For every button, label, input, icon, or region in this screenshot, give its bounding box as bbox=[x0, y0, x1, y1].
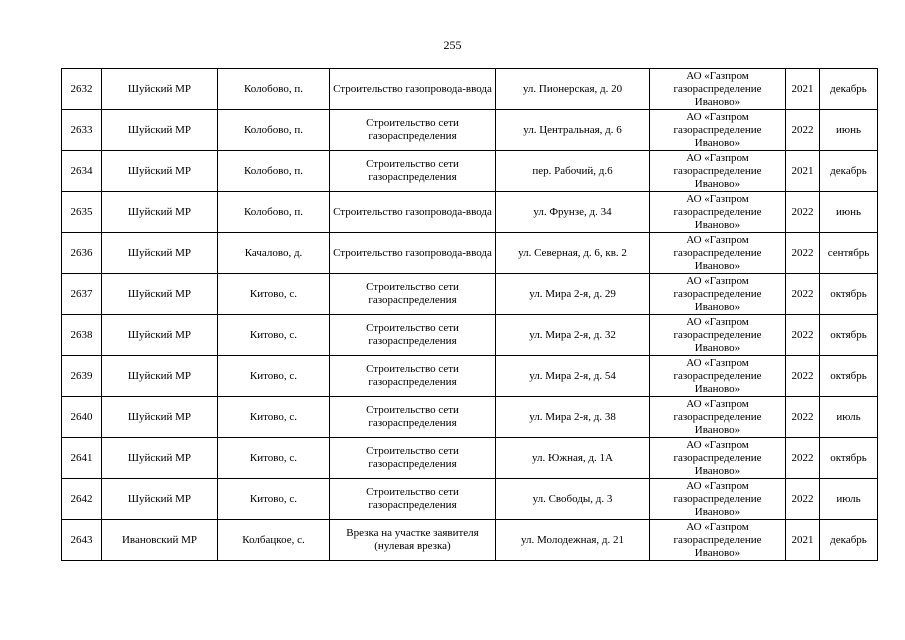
row-number-cell: 2641 bbox=[62, 438, 102, 479]
district-cell: Шуйский МР bbox=[102, 110, 218, 151]
district-cell: Ивановский МР bbox=[102, 520, 218, 561]
organization-cell: АО «Газпром газораспределение Иваново» bbox=[650, 69, 786, 110]
year-cell: 2021 bbox=[786, 69, 820, 110]
month-cell: октябрь bbox=[820, 315, 878, 356]
work-type-cell: Строительство газопровода-ввода bbox=[330, 69, 496, 110]
month-cell: октябрь bbox=[820, 438, 878, 479]
locality-cell: Китово, с. bbox=[218, 356, 330, 397]
address-cell: ул. Мира 2-я, д. 38 bbox=[496, 397, 650, 438]
locality-cell: Колобово, п. bbox=[218, 69, 330, 110]
table-row bbox=[62, 192, 878, 233]
organization-cell: АО «Газпром газораспределение Иваново» bbox=[650, 520, 786, 561]
work-type-cell: Строительство сети газораспределения bbox=[330, 110, 496, 151]
row-number-cell: 2637 bbox=[62, 274, 102, 315]
work-type-cell: Строительство сети газораспределения bbox=[330, 479, 496, 520]
locality-cell: Китово, с. bbox=[218, 274, 330, 315]
month-cell: октябрь bbox=[820, 356, 878, 397]
district-cell: Шуйский МР bbox=[102, 397, 218, 438]
address-cell: пер. Рабочий, д.6 bbox=[496, 151, 650, 192]
district-cell: Шуйский МР bbox=[102, 438, 218, 479]
organization-cell: АО «Газпром газораспределение Иваново» bbox=[650, 151, 786, 192]
month-cell: октябрь bbox=[820, 274, 878, 315]
locality-cell: Китово, с. bbox=[218, 479, 330, 520]
row-number-cell: 2638 bbox=[62, 315, 102, 356]
year-cell: 2022 bbox=[786, 274, 820, 315]
month-cell: сентябрь bbox=[820, 233, 878, 274]
work-type-cell: Врезка на участке заявителя (нулевая врезка) bbox=[330, 520, 496, 561]
address-cell: ул. Южная, д. 1А bbox=[496, 438, 650, 479]
organization-cell: АО «Газпром газораспределение Иваново» bbox=[650, 479, 786, 520]
address-cell: ул. Центральная, д. 6 bbox=[496, 110, 650, 151]
work-type-cell: Строительство газопровода-ввода bbox=[330, 192, 496, 233]
table-row bbox=[62, 151, 878, 192]
table-row bbox=[62, 356, 878, 397]
month-cell: июнь bbox=[820, 110, 878, 151]
year-cell: 2022 bbox=[786, 397, 820, 438]
address-cell: ул. Фрунзе, д. 34 bbox=[496, 192, 650, 233]
row-number-cell: 2636 bbox=[62, 233, 102, 274]
table-row bbox=[62, 438, 878, 479]
table-row bbox=[62, 274, 878, 315]
table-row bbox=[62, 69, 878, 110]
work-type-cell: Строительство сети газораспределения bbox=[330, 151, 496, 192]
work-type-cell: Строительство газопровода-ввода bbox=[330, 233, 496, 274]
locality-cell: Китово, с. bbox=[218, 438, 330, 479]
address-cell: ул. Свободы, д. 3 bbox=[496, 479, 650, 520]
year-cell: 2022 bbox=[786, 233, 820, 274]
address-cell: ул. Мира 2-я, д. 29 bbox=[496, 274, 650, 315]
locality-cell: Колбацкое, с. bbox=[218, 520, 330, 561]
locality-cell: Колобово, п. bbox=[218, 192, 330, 233]
year-cell: 2022 bbox=[786, 192, 820, 233]
work-type-cell: Строительство сети газораспределения bbox=[330, 315, 496, 356]
table-row bbox=[62, 315, 878, 356]
page-number: 255 bbox=[443, 38, 462, 52]
row-number-cell: 2634 bbox=[62, 151, 102, 192]
district-cell: Шуйский МР bbox=[102, 356, 218, 397]
district-cell: Шуйский МР bbox=[102, 233, 218, 274]
year-cell: 2022 bbox=[786, 479, 820, 520]
locality-cell: Колобово, п. bbox=[218, 151, 330, 192]
row-number-cell: 2643 bbox=[62, 520, 102, 561]
district-cell: Шуйский МР bbox=[102, 192, 218, 233]
address-cell: ул. Северная, д. 6, кв. 2 bbox=[496, 233, 650, 274]
organization-cell: АО «Газпром газораспределение Иваново» bbox=[650, 315, 786, 356]
locality-cell: Колобово, п. bbox=[218, 110, 330, 151]
registry-table-body bbox=[62, 69, 878, 561]
locality-cell: Китово, с. bbox=[218, 315, 330, 356]
district-cell: Шуйский МР bbox=[102, 151, 218, 192]
organization-cell: АО «Газпром газораспределение Иваново» bbox=[650, 356, 786, 397]
organization-cell: АО «Газпром газораспределение Иваново» bbox=[650, 438, 786, 479]
row-number-cell: 2642 bbox=[62, 479, 102, 520]
work-type-cell: Строительство сети газораспределения bbox=[330, 397, 496, 438]
row-number-cell: 2633 bbox=[62, 110, 102, 151]
address-cell: ул. Мира 2-я, д. 54 bbox=[496, 356, 650, 397]
table-row bbox=[62, 110, 878, 151]
organization-cell: АО «Газпром газораспределение Иваново» bbox=[650, 233, 786, 274]
month-cell: декабрь bbox=[820, 520, 878, 561]
row-number-cell: 2632 bbox=[62, 69, 102, 110]
month-cell: июнь bbox=[820, 192, 878, 233]
district-cell: Шуйский МР bbox=[102, 479, 218, 520]
work-type-cell: Строительство сети газораспределения bbox=[330, 274, 496, 315]
table-row bbox=[62, 233, 878, 274]
year-cell: 2022 bbox=[786, 356, 820, 397]
table-row bbox=[62, 520, 878, 561]
row-number-cell: 2639 bbox=[62, 356, 102, 397]
address-cell: ул. Молодежная, д. 21 bbox=[496, 520, 650, 561]
locality-cell: Китово, с. bbox=[218, 397, 330, 438]
month-cell: июль bbox=[820, 479, 878, 520]
registry-table bbox=[61, 68, 878, 561]
table-row bbox=[62, 397, 878, 438]
organization-cell: АО «Газпром газораспределение Иваново» bbox=[650, 397, 786, 438]
address-cell: ул. Мира 2-я, д. 32 bbox=[496, 315, 650, 356]
organization-cell: АО «Газпром газораспределение Иваново» bbox=[650, 110, 786, 151]
district-cell: Шуйский МР bbox=[102, 315, 218, 356]
district-cell: Шуйский МР bbox=[102, 274, 218, 315]
year-cell: 2021 bbox=[786, 151, 820, 192]
month-cell: июль bbox=[820, 397, 878, 438]
district-cell: Шуйский МР bbox=[102, 69, 218, 110]
locality-cell: Качалово, д. bbox=[218, 233, 330, 274]
work-type-cell: Строительство сети газораспределения bbox=[330, 438, 496, 479]
row-number-cell: 2635 bbox=[62, 192, 102, 233]
organization-cell: АО «Газпром газораспределение Иваново» bbox=[650, 274, 786, 315]
organization-cell: АО «Газпром газораспределение Иваново» bbox=[650, 192, 786, 233]
year-cell: 2022 bbox=[786, 110, 820, 151]
row-number-cell: 2640 bbox=[62, 397, 102, 438]
address-cell: ул. Пионерская, д. 20 bbox=[496, 69, 650, 110]
work-type-cell: Строительство сети газораспределения bbox=[330, 356, 496, 397]
year-cell: 2022 bbox=[786, 438, 820, 479]
year-cell: 2022 bbox=[786, 315, 820, 356]
month-cell: декабрь bbox=[820, 69, 878, 110]
month-cell: декабрь bbox=[820, 151, 878, 192]
table-row bbox=[62, 479, 878, 520]
year-cell: 2021 bbox=[786, 520, 820, 561]
